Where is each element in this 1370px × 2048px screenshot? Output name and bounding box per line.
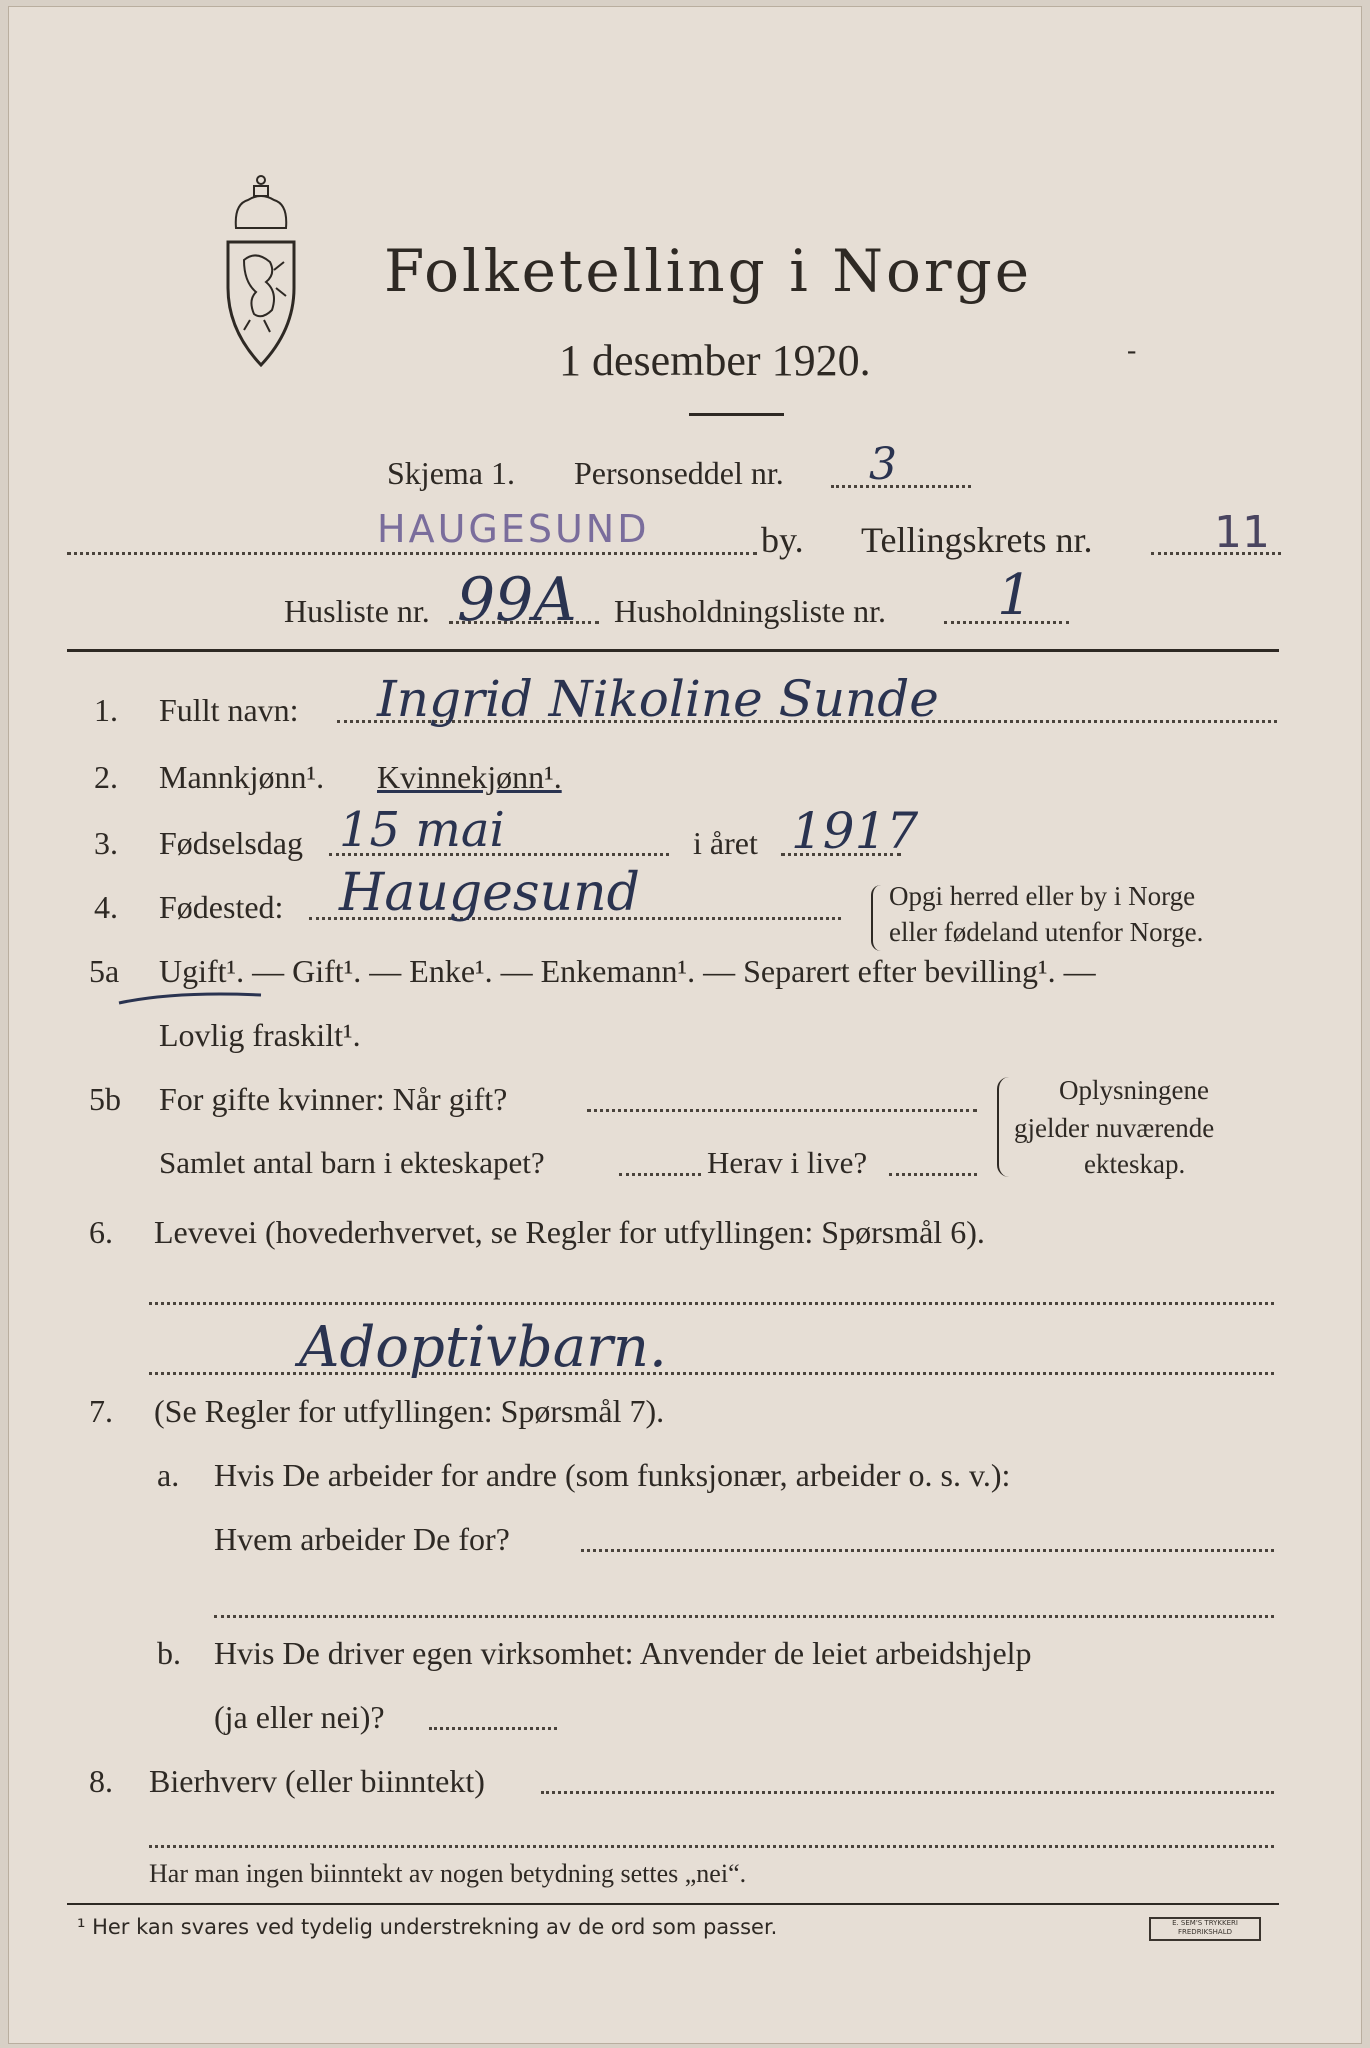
q5a-options-line-2: Lovlig fraskilt¹.: [159, 1017, 361, 1053]
q2-number: 2.: [94, 759, 118, 795]
personseddel-label: Personseddel nr.: [574, 455, 784, 491]
q6-line-1: [149, 1302, 1274, 1305]
ugift-underline-mark: [115, 987, 265, 1009]
q5b-note-brace: [997, 1077, 1009, 1177]
q3-year-value: 1917: [791, 802, 919, 860]
norwegian-coat-of-arms-icon: [214, 170, 309, 370]
husholdning-label: Husholdningsliste nr.: [614, 593, 887, 629]
q7-number: 7.: [89, 1393, 113, 1429]
q7b-letter: b.: [157, 1635, 181, 1671]
q6-number: 6.: [89, 1214, 113, 1250]
q4-note-line-1: Opgi herred eller by i Norge: [889, 881, 1196, 911]
q4-label: Fødested:: [159, 889, 284, 925]
q1-number: 1.: [94, 692, 118, 728]
q5b-number: 5b: [89, 1081, 121, 1117]
q5b-alive-label: Herav i live?: [707, 1145, 868, 1180]
census-date: 1 desember 1920.: [559, 336, 871, 385]
footnote-divider: [67, 1903, 1279, 1905]
printer-mark: E. SEM'S TRYKKERI FREDRIKSHALD: [1149, 1917, 1261, 1941]
city-line: [67, 552, 757, 555]
q8-line-1: [541, 1791, 1274, 1794]
husholdning-value: 1: [997, 563, 1033, 628]
q5a-options: Ugift¹. — Gift¹. — Enke¹. — Enkemann¹. — Separert efter bevilling¹. —: [159, 953, 1096, 989]
q5b-note-line-2: gjelder nuværende: [1014, 1113, 1215, 1143]
q3-year-label: i året: [693, 825, 758, 861]
title-divider: [689, 413, 784, 416]
q5b-alive-line: [889, 1173, 977, 1176]
q5a-number: 5a: [89, 953, 120, 989]
city-stamp: HAUGESUND: [377, 507, 650, 551]
footnote: ¹ Her kan svares ved tydelig understrekning av de ord som passer.: [77, 1915, 778, 1939]
q8-note: Har man ingen biinntekt av nogen betydning settes „nei“.: [149, 1859, 747, 1888]
q7a-letter: a.: [157, 1457, 180, 1493]
q2-female-option: Kvinnekjønn¹.: [377, 759, 562, 795]
q7a-line-1: Hvis De arbeider for andre (som funksjonær, arbeider o. s. v.):: [214, 1457, 1011, 1493]
q7b-line-1: Hvis De driver egen virksomhet: Anvender de leiet arbeidshjelp: [214, 1635, 1032, 1671]
form-title: Folketelling i Norge: [384, 237, 1033, 305]
stray-mark: -: [1127, 335, 1137, 366]
q8-number: 8.: [89, 1763, 113, 1799]
q3-number: 3.: [94, 825, 118, 861]
census-form-page: [8, 6, 1362, 2044]
q5b-note-line-3: ekteskap.: [1084, 1149, 1186, 1179]
q7a-employer-line: [581, 1549, 1274, 1552]
q3-label: Fødselsdag: [159, 825, 303, 861]
q5b-married-when-label: For gifte kvinner: Når gift?: [159, 1081, 508, 1117]
q4-note-brace: [871, 885, 881, 951]
personseddel-value: 3: [869, 439, 897, 490]
q7-label: (Se Regler for utfyllingen: Spørsmål 7).: [154, 1393, 665, 1429]
q7b-line-2: (ja eller nei)?: [214, 1699, 385, 1735]
q6-value: Adoptivbarn.: [299, 1315, 667, 1380]
q5b-children-label: Samlet antal barn i ekteskapet?: [159, 1145, 545, 1180]
q7a-line-2: Hvem arbeider De for?: [214, 1521, 510, 1557]
q4-value: Haugesund: [339, 863, 640, 923]
q4-number: 4.: [94, 889, 118, 925]
q7b-answer-line: [429, 1727, 557, 1730]
q8-line-2: [149, 1845, 1274, 1848]
q5b-children-line: [619, 1173, 701, 1176]
q1-value: Ingrid Nikoline Sunde: [377, 670, 939, 728]
husliste-value: 99A: [457, 565, 577, 635]
q6-label: Levevei (hovederhvervet, se Regler for utfyllingen: Spørsmål 6).: [154, 1214, 985, 1250]
q5b-note-line-1: Oplysningene: [1059, 1075, 1209, 1105]
personseddel-line: [831, 485, 971, 488]
husliste-label: Husliste nr.: [284, 593, 430, 629]
skjema-label: Skjema 1.: [387, 455, 515, 491]
header-divider: [67, 649, 1279, 652]
q2-male-option: Mannkjønn¹.: [159, 759, 325, 795]
q1-label: Fullt navn:: [159, 692, 299, 728]
tellingskrets-value: 11: [1214, 507, 1270, 558]
tellingskrets-label: Tellingskrets nr.: [861, 520, 1093, 560]
by-label: by.: [761, 520, 804, 560]
q8-label: Bierhverv (eller biinntekt): [149, 1763, 485, 1799]
q5b-married-when-line: [587, 1109, 977, 1112]
q7a-extra-line: [214, 1615, 1274, 1618]
q3-day-value: 15 mai: [339, 802, 505, 858]
q4-note-line-2: eller fødeland utenfor Norge.: [889, 917, 1204, 947]
